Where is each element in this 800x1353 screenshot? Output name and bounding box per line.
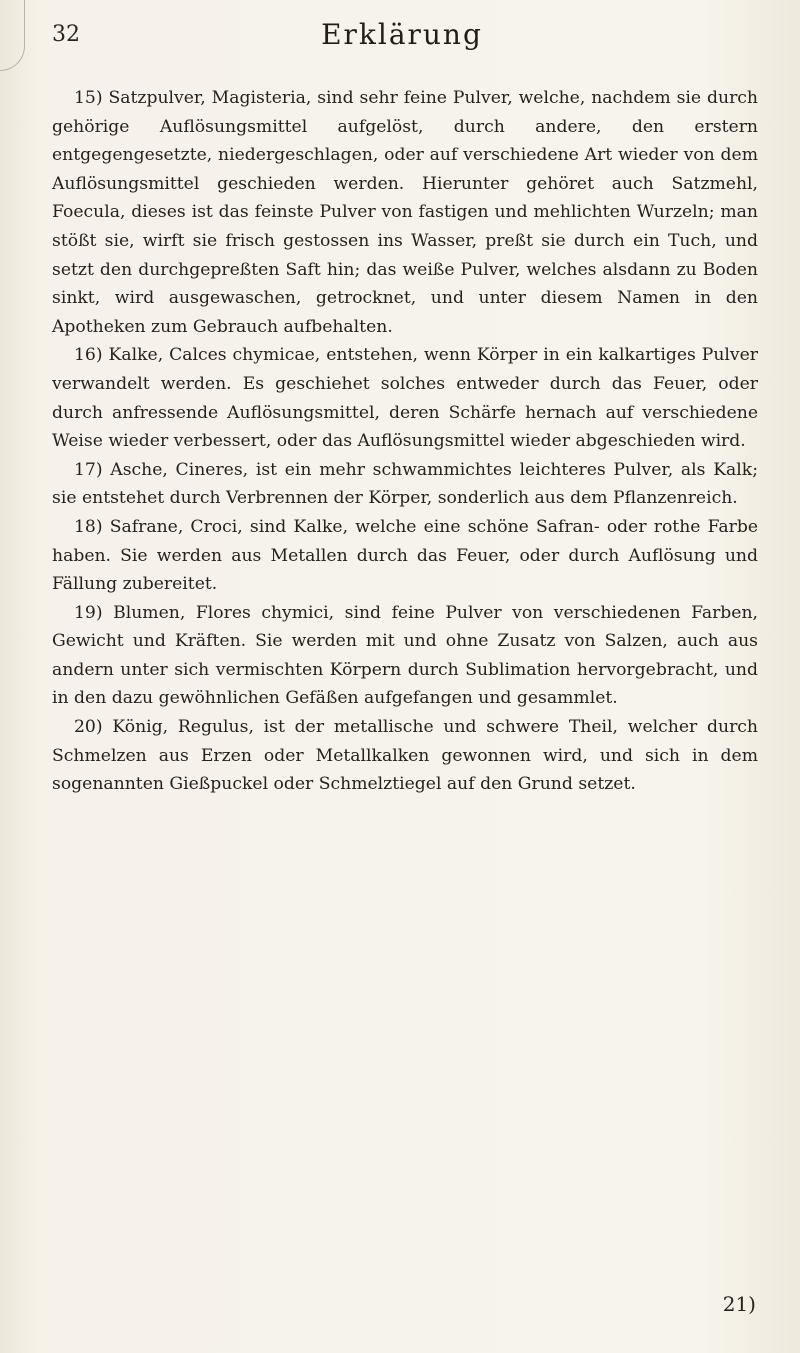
entry-19: 19) Blumen, Flores chymici, sind feine Pulver von verschiedenen Farben, Gewicht und Kräften. Sie werden mit und ohne Zusatz von Salzen, auch aus andern unter sich vermischten Körpern durch Sublimation hervorgebracht, und in den dazu gewöhnlichen Gefäßen aufgefangen und gesammlet. [52, 602, 758, 709]
entry-15: 15) Satzpulver, Magisteria, sind sehr feine Pulver, welche, nachdem sie durch gehörige Auflösungsmittel aufgelöst, durch andere, den erstern entgegengesetzte, niedergeschlagen, oder auf verschiedene Art wieder von dem Auflösungsmittel geschieden werden. Hierunter gehöret auch Satzmehl, Foecula, dieses ist das feinste Pulver von fastigen und mehlichten Wurzeln; man stößt sie, wirft sie frisch gestossen ins Wasser, preßt sie durch ein Tuch, und setzt den durchgepreßten Saft hin; das weiße Pulver, welches alsdann zu Boden sinkt, wird ausgewaschen, getrocknet, und unter diesem Namen in den Apotheken zum Gebrauch aufbehalten. [52, 88, 758, 337]
entry-16: 16) Kalke, Calces chymicae, entstehen, wenn Körper in ein kalkartiges Pulver verwandelt werden. Es geschiehet solches entweder durch das Feuer, oder durch anfressende Auflösungsmittel, deren Schärfe hernach auf verschiedene Weise wieder verbessert, oder das Auflösungsmittel wieder abgeschieden wird. [52, 345, 758, 452]
entry-18: 18) Safrane, Croci, sind Kalke, welche eine schöne Safran- oder rothe Farbe haben. Sie werden aus Metallen durch das Feuer, oder durch Auflösung und Fällung zubereitet. [52, 516, 758, 595]
catchword: 21) [722, 1292, 756, 1316]
body-text [52, 84, 758, 799]
entry-20: 20) König, Regulus, ist der metallische und schwere Theil, welcher durch Schmelzen aus Erzen oder Metallkalken gewonnen wird, und sich in dem sogenannten Gießpuckel oder Schmelztiegel auf den Grund setzet. [52, 717, 758, 795]
entry-17: 17) Asche, Cineres, ist ein mehr schwammichtes leichteres Pulver, als Kalk; sie entstehet durch Verbrennen der Körper, sonderlich aus dem Pflanzenreich. [52, 459, 758, 509]
page-header [52, 18, 752, 62]
running-head: Erklärung [321, 18, 483, 51]
page-number: 32 [52, 22, 80, 47]
page-curl [0, 0, 25, 71]
